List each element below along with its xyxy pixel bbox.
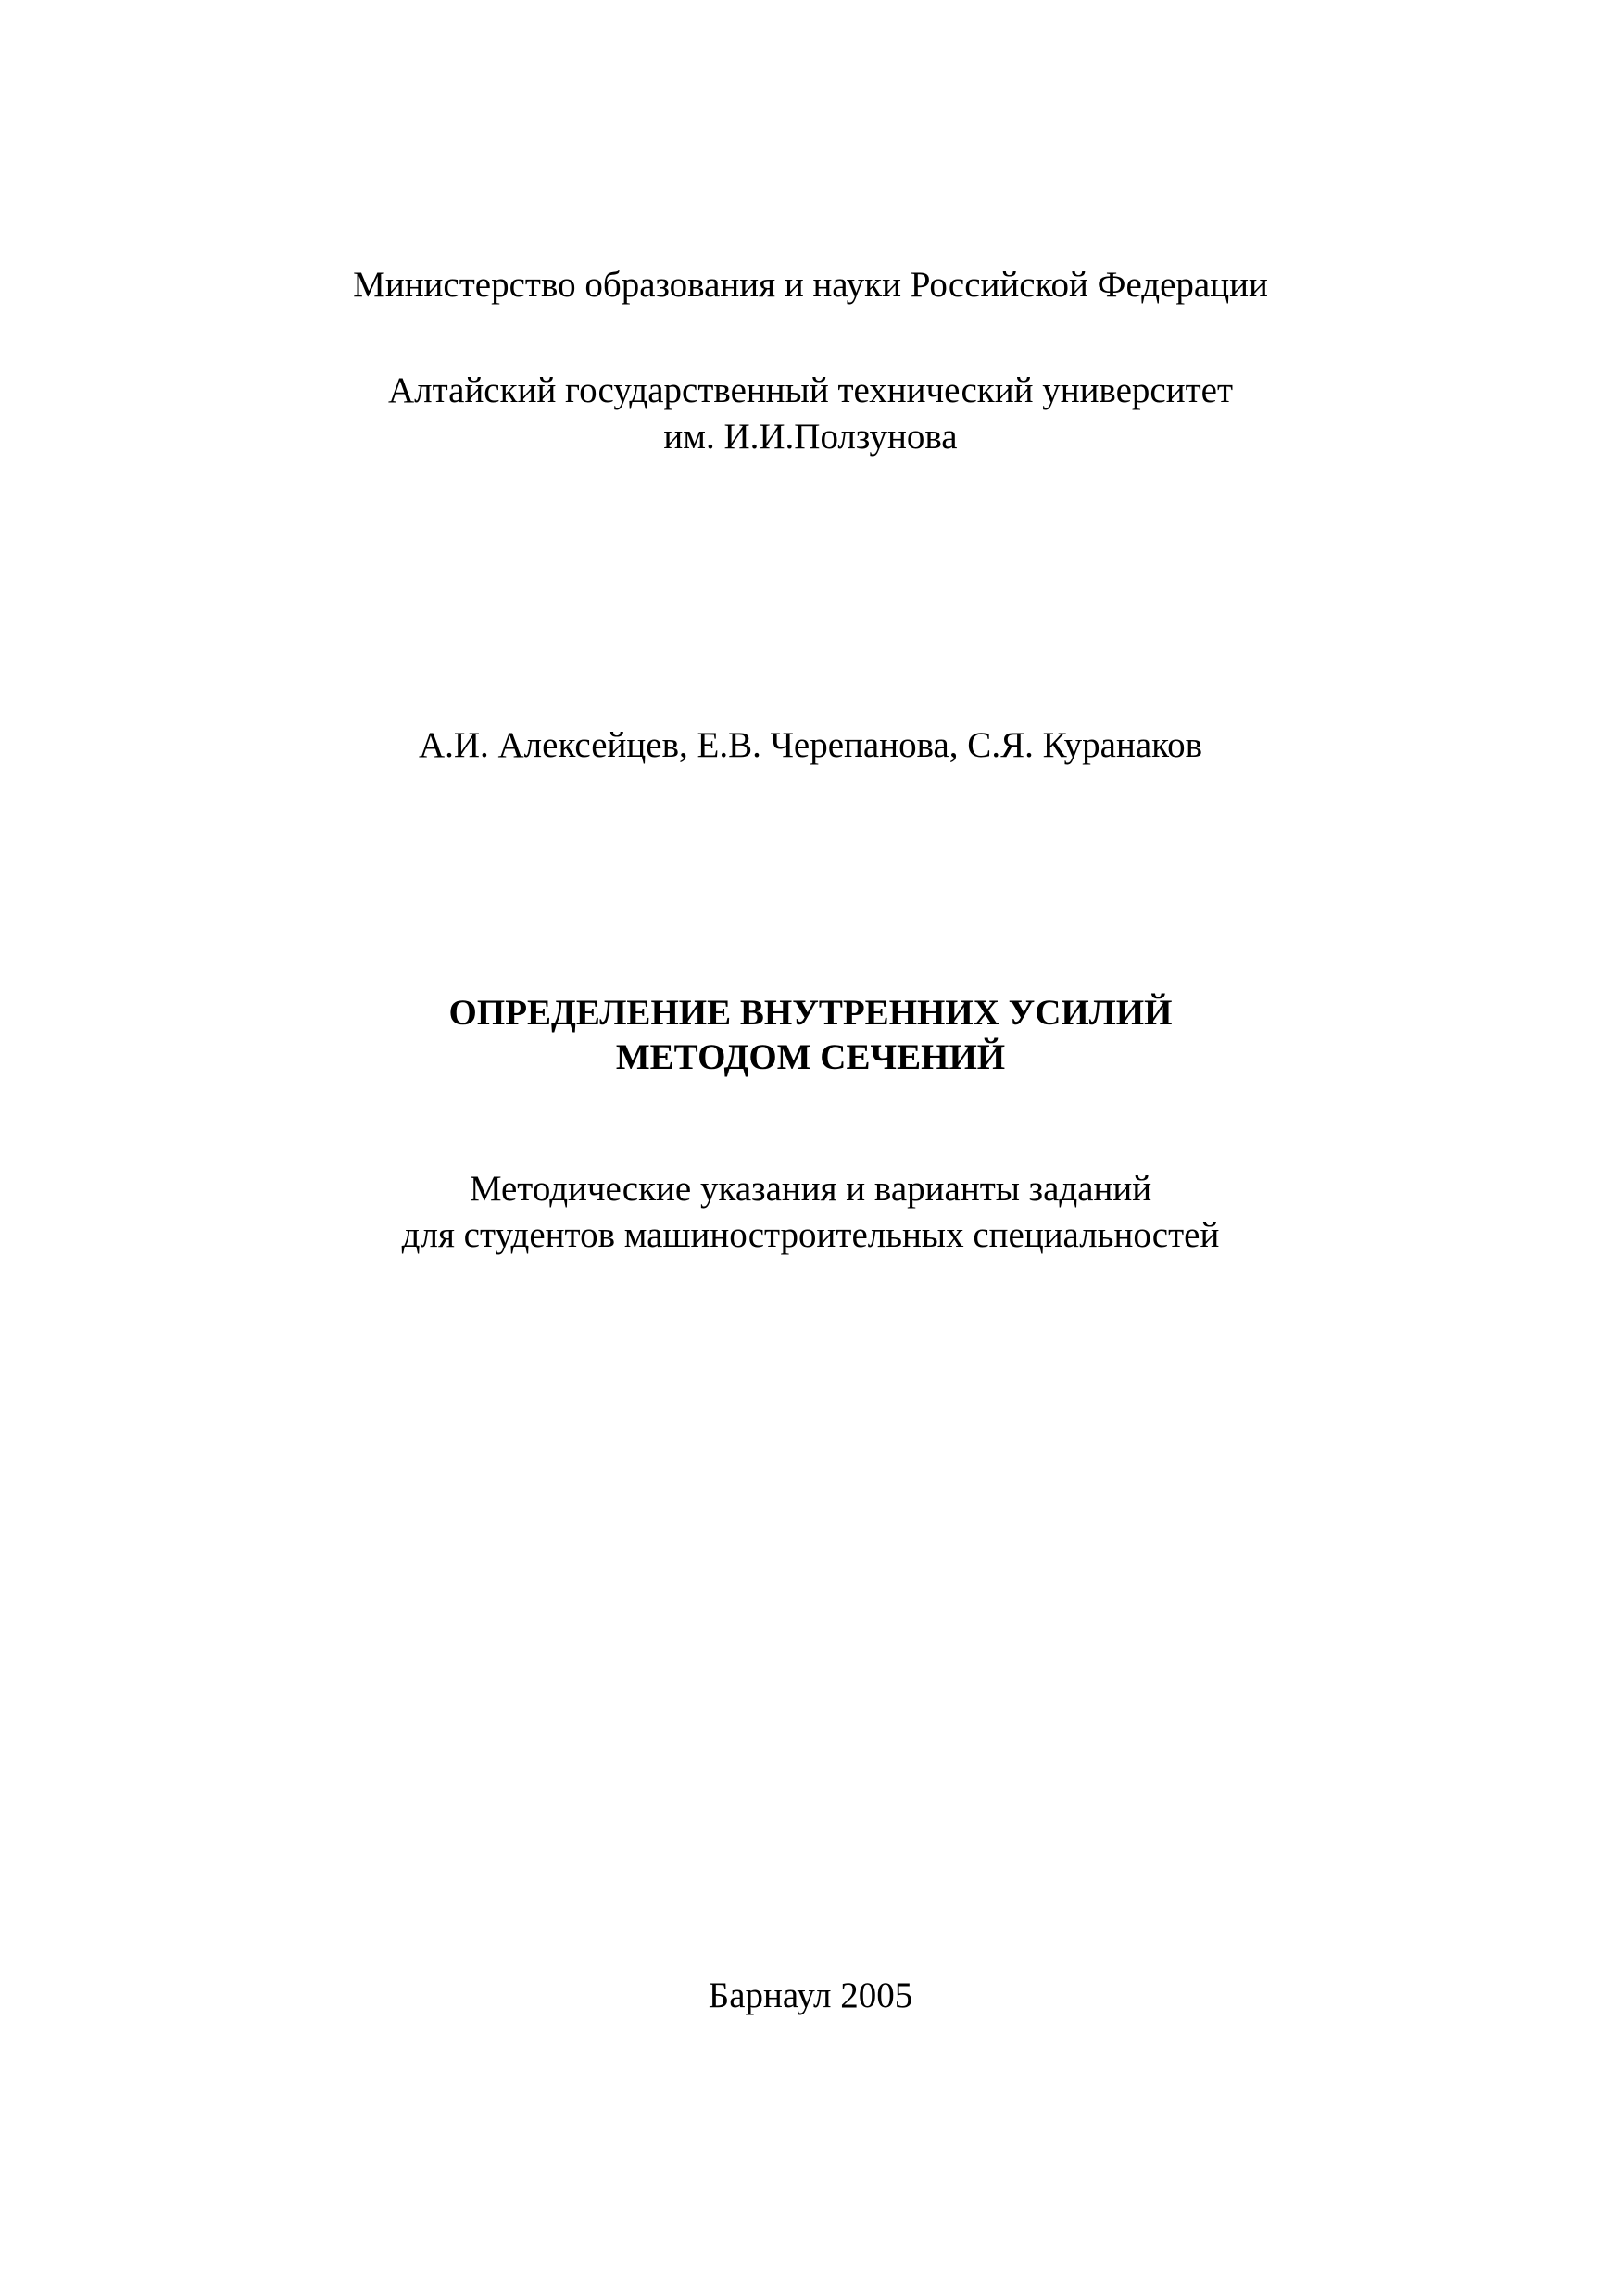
subtitle-line-1: Методические указания и варианты заданий: [469, 1169, 1152, 1209]
document-title-line-1: ОПРЕДЕЛЕНИЕ ВНУТРЕННИХ УСИЛИЙ: [448, 993, 1173, 1033]
city-year: Барнаул 2005: [708, 1976, 913, 2015]
university-named-after: им. И.И.Ползунова: [663, 417, 958, 457]
authors: А.И. Алексейцев, Е.В. Черепанова, С.Я. Куранаков: [418, 725, 1203, 765]
ministry-name: Министерство образования и науки Российской Федерации: [353, 265, 1268, 305]
document-title-line-2: МЕТОДОМ СЕЧЕНИЙ: [615, 1037, 1006, 1077]
university-name: Алтайский государственный технический университет: [387, 370, 1234, 410]
subtitle-line-2: для студентов машиностроительных специальностей: [401, 1215, 1220, 1255]
